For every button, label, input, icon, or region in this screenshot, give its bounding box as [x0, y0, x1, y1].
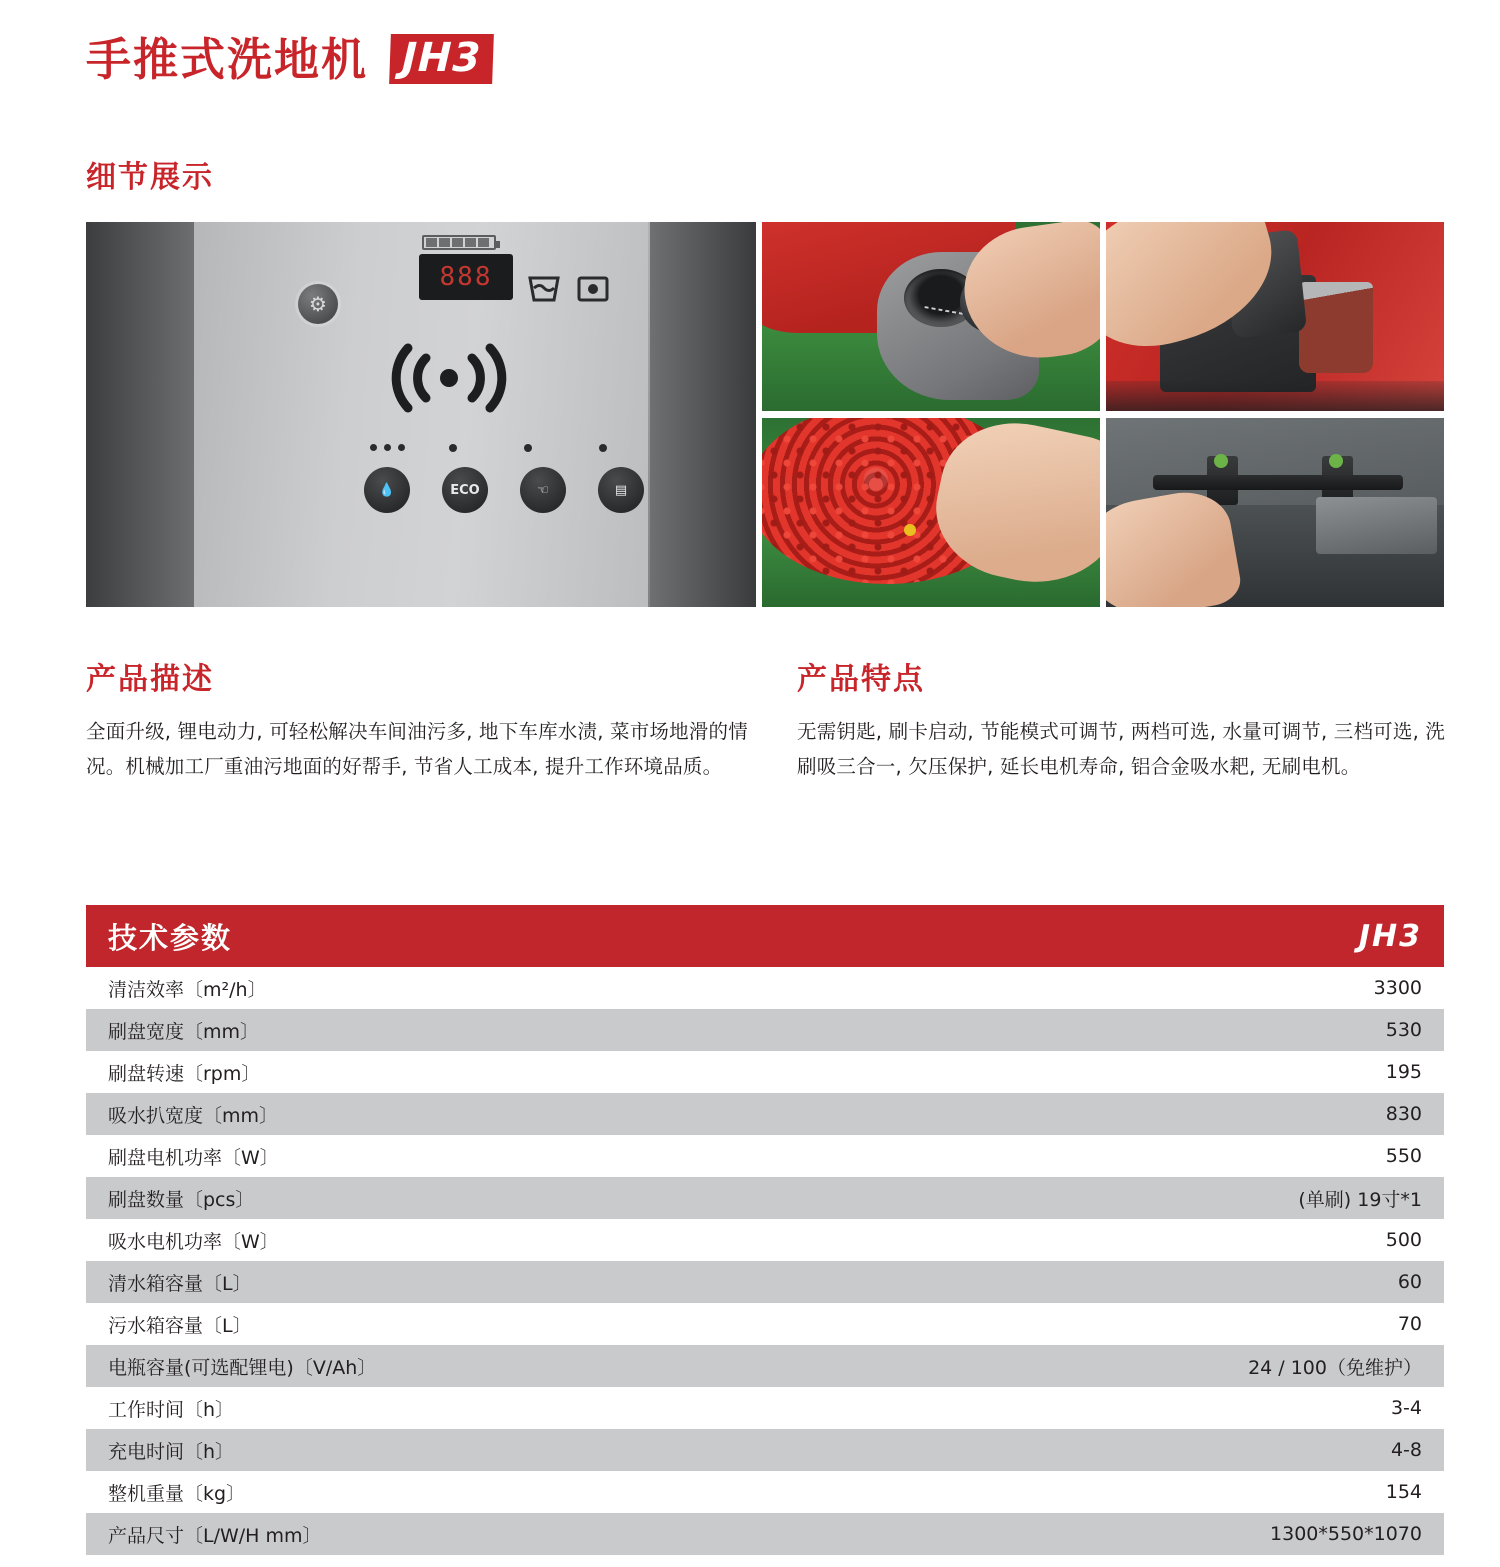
table-row — [86, 1513, 1444, 1555]
spec-value: 154 — [928, 1471, 1444, 1513]
spec-value: 550 — [928, 1135, 1444, 1177]
filter-cartridge — [1299, 282, 1373, 373]
spec-label: 电瓶容量(可选配锂电)〔V/Ah〕 — [86, 1345, 928, 1387]
spec-value: 3300 — [928, 967, 1444, 1009]
squeegee-bar — [1153, 475, 1403, 490]
gear-knob-icon[interactable]: ⚙ — [298, 284, 338, 324]
spec-label: 刷盘数量〔pcs〕 — [86, 1177, 928, 1219]
spec-label: 清洁效率〔m²/h〕 — [86, 967, 928, 1009]
spec-label: 产品尺寸〔L/W/H mm〕 — [86, 1513, 928, 1555]
spec-table-model: JH3 — [928, 905, 1444, 967]
spec-value: 195 — [928, 1051, 1444, 1093]
spec-table-header-row — [86, 905, 1444, 967]
spec-label: 刷盘电机功率〔W〕 — [86, 1135, 928, 1177]
water-tank-cap-photo — [762, 222, 1100, 411]
description-heading: 产品描述 — [86, 662, 214, 697]
battery-level-icon — [422, 235, 496, 250]
spec-label: 刷盘宽度〔mm〕 — [86, 1009, 928, 1051]
table-row — [86, 1429, 1444, 1471]
model-badge: JH3 — [389, 34, 494, 84]
spec-label: 工作时间〔h〕 — [86, 1387, 928, 1429]
panel-right-shadow — [650, 222, 756, 607]
spec-label: 刷盘转速〔rpm〕 — [86, 1051, 928, 1093]
page-title: 手推式洗地机 — [86, 32, 369, 86]
spec-value: 24 / 100（免维护） — [928, 1345, 1444, 1387]
vacuum-indicator-dot — [524, 444, 532, 452]
table-row — [86, 1051, 1444, 1093]
panel-face — [194, 222, 648, 607]
table-row — [86, 1387, 1444, 1429]
table-row — [86, 967, 1444, 1009]
clean-water-tank-icon — [527, 274, 561, 304]
eco-indicator-dot — [449, 444, 457, 452]
control-panel-photo — [86, 222, 756, 607]
spec-value: 70 — [928, 1303, 1444, 1345]
brush-center-marker — [904, 524, 916, 536]
lcd-value: 888 — [439, 262, 493, 292]
lever-filter-photo — [1106, 222, 1444, 411]
spec-table-title: 技术参数 — [86, 905, 928, 967]
spec-label: 吸水电机功率〔W〕 — [86, 1219, 928, 1261]
spec-value: 4-8 — [928, 1429, 1444, 1471]
rfid-card-reader-icon — [364, 340, 534, 416]
adjust-knob-left — [1214, 454, 1228, 468]
features-text: 无需钥匙, 刷卡启动, 节能模式可调节, 两档可选, 水量可调节, 三档可选, 洗刷吸三合一, 欠压保护, 延长电机寿命, 铝合金吸水耙, 无刷电机。 — [797, 720, 1446, 778]
dirty-water-tank-icon — [576, 274, 610, 304]
spec-table — [86, 905, 1444, 1555]
water-drop-icon[interactable]: 💧 — [364, 467, 410, 513]
table-row — [86, 1303, 1444, 1345]
spec-label: 污水箱容量〔L〕 — [86, 1303, 928, 1345]
table-row — [86, 1345, 1444, 1387]
spec-value: (单刷) 19寸*1 — [928, 1177, 1444, 1219]
table-row — [86, 1261, 1444, 1303]
brush-indicator-dot — [599, 444, 607, 452]
features-heading: 产品特点 — [797, 662, 925, 697]
spec-value: 500 — [928, 1219, 1444, 1261]
table-row — [86, 1177, 1444, 1219]
adjust-knob-right — [1329, 454, 1343, 468]
red-brush-disc-photo — [762, 418, 1100, 607]
panel-left-shadow — [86, 222, 198, 607]
eco-icon[interactable]: ECO — [442, 467, 488, 513]
spec-label: 清水箱容量〔L〕 — [86, 1261, 928, 1303]
table-row — [86, 1009, 1444, 1051]
spec-value: 60 — [928, 1261, 1444, 1303]
spec-value: 3-4 — [928, 1387, 1444, 1429]
detail-gallery — [86, 222, 1444, 607]
spec-label: 充电时间〔h〕 — [86, 1429, 928, 1471]
floor-surface — [1106, 418, 1444, 505]
spec-value: 830 — [928, 1093, 1444, 1135]
lcd-display — [419, 254, 513, 300]
panel-button-row — [364, 467, 664, 513]
spec-label: 整机重量〔kg〕 — [86, 1471, 928, 1513]
page-header — [86, 34, 493, 84]
water-level-indicator-dots — [370, 444, 405, 451]
spec-label: 吸水扒宽度〔mm〕 — [86, 1093, 928, 1135]
detail-section-heading: 细节展示 — [86, 160, 214, 195]
vacuum-icon[interactable]: ☜ — [520, 467, 566, 513]
table-row — [86, 1135, 1444, 1177]
table-row — [86, 1471, 1444, 1513]
squeegee-blade — [1316, 497, 1438, 554]
brush-icon[interactable]: ▤ — [598, 467, 644, 513]
spec-value: 1300*550*1070 — [928, 1513, 1444, 1555]
table-row — [86, 1219, 1444, 1261]
shadow-strip — [1106, 381, 1444, 411]
description-text: 全面升级, 锂电动力, 可轻松解决车间油污多, 地下车库水渍, 菜市场地滑的情况。机械加工厂重油污地面的好帮手, 节省人工成本, 提升工作环境品质。 — [86, 720, 748, 778]
squeegee-hose-photo — [1106, 418, 1444, 607]
table-row — [86, 1093, 1444, 1135]
spec-value: 530 — [928, 1009, 1444, 1051]
